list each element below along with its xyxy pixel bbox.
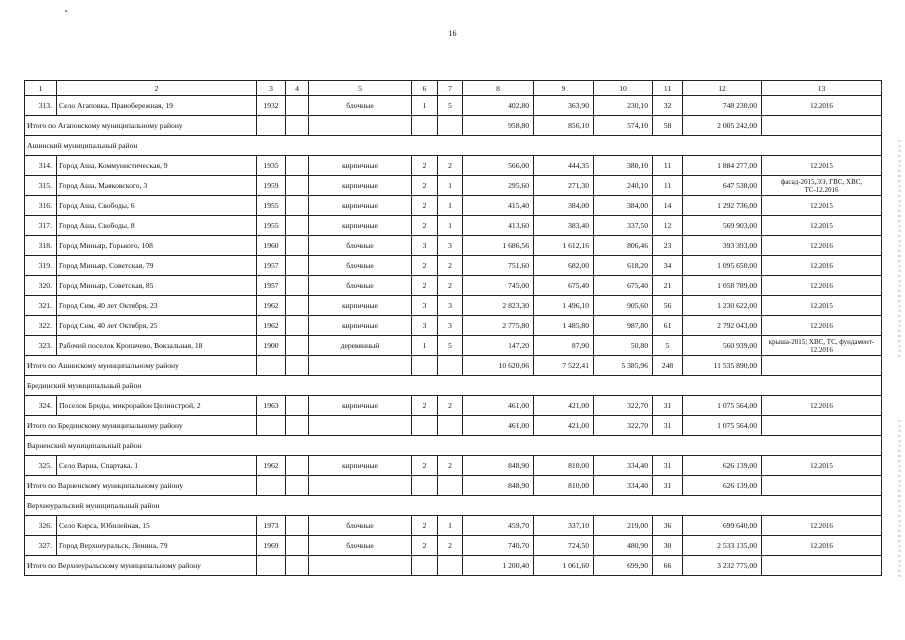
value-cell: 384,00 xyxy=(534,196,594,216)
floors-cell: 3 xyxy=(412,296,438,316)
total-residents: 248 xyxy=(653,356,683,376)
table-row xyxy=(25,456,882,476)
material-cell: кирпичные xyxy=(309,156,412,176)
entrances-cell: 3 xyxy=(438,236,463,256)
row-number: 322. xyxy=(25,316,57,336)
total-cost: 2 005 242,00 xyxy=(683,116,762,136)
cost-cell: 748 230,00 xyxy=(683,96,762,116)
total-residents: 31 xyxy=(653,476,683,496)
district-name: Брединский муниципальный район xyxy=(25,376,882,396)
district-section-row xyxy=(25,376,882,396)
residents-cell: 11 xyxy=(653,156,683,176)
material-cell: блочные xyxy=(309,536,412,556)
year-cell: 1957 xyxy=(257,256,286,276)
cost-cell: 626 139,00 xyxy=(683,456,762,476)
cost-cell: 2 792 043,00 xyxy=(683,316,762,336)
entrances-cell: 5 xyxy=(438,336,463,356)
total-value: 1 200,40 xyxy=(463,556,534,576)
material-cell: блочные xyxy=(309,236,412,256)
residents-cell: 32 xyxy=(653,96,683,116)
year-cell: 1959 xyxy=(257,176,286,196)
total-label: Итого по Брединскому муниципальному району xyxy=(25,416,257,436)
address-cell: Город Сим, 40 лет Октября, 23 xyxy=(57,296,257,316)
col4-cell xyxy=(286,516,309,536)
cost-cell: 699 640,00 xyxy=(683,516,762,536)
address-cell: Город Миньяр, Советская, 79 xyxy=(57,256,257,276)
value-cell: 2 775,80 xyxy=(463,316,534,336)
cost-cell: 647 538,00 xyxy=(683,176,762,196)
floors-cell: 2 xyxy=(412,156,438,176)
header-cell: 5 xyxy=(309,81,412,96)
residents-cell: 31 xyxy=(653,456,683,476)
page-number: 16 xyxy=(448,29,457,38)
floors-cell: 3 xyxy=(412,316,438,336)
material-cell: кирпичные xyxy=(309,316,412,336)
col4-cell xyxy=(286,456,309,476)
value-cell: 461,00 xyxy=(463,396,534,416)
scan-noise xyxy=(898,420,901,580)
year-cell: 1932 xyxy=(257,96,286,116)
header-cell: 12 xyxy=(683,81,762,96)
value-cell: 334,40 xyxy=(594,456,653,476)
residents-cell: 14 xyxy=(653,196,683,216)
address-cell: Село Агаповка, Правобережная, 19 xyxy=(57,96,257,116)
value-cell: 848,90 xyxy=(463,456,534,476)
total-residents: 58 xyxy=(653,116,683,136)
deadline-cell: 12.2015 xyxy=(762,216,882,236)
total-residents: 66 xyxy=(653,556,683,576)
row-number: 315. xyxy=(25,176,57,196)
entrances-cell: 1 xyxy=(438,196,463,216)
floors-cell: 3 xyxy=(412,236,438,256)
entrances-cell: 2 xyxy=(438,276,463,296)
table-row xyxy=(25,156,882,176)
district-section-row xyxy=(25,496,882,516)
value-cell: 322,70 xyxy=(594,396,653,416)
total-value: 461,00 xyxy=(463,416,534,436)
material-cell: кирпичные xyxy=(309,196,412,216)
total-value: 1 061,60 xyxy=(534,556,594,576)
total-value: 810,00 xyxy=(534,476,594,496)
residents-cell: 5 xyxy=(653,336,683,356)
scan-noise xyxy=(898,140,901,360)
col4-cell xyxy=(286,316,309,336)
entrances-cell: 3 xyxy=(438,296,463,316)
table-row xyxy=(25,276,882,296)
entrances-cell: 2 xyxy=(438,536,463,556)
total-value: 10 620,06 xyxy=(463,356,534,376)
total-value: 958,80 xyxy=(463,116,534,136)
row-number: 323. xyxy=(25,336,57,356)
value-cell: 566,00 xyxy=(463,156,534,176)
entrances-cell: 1 xyxy=(438,176,463,196)
row-number: 319. xyxy=(25,256,57,276)
value-cell: 337,50 xyxy=(594,216,653,236)
total-cost: 11 535 890,00 xyxy=(683,356,762,376)
district-total-row xyxy=(25,416,882,436)
header-cell: 8 xyxy=(463,81,534,96)
address-cell: Город Сим, 40 лет Октября, 25 xyxy=(57,316,257,336)
value-cell: 682,00 xyxy=(534,256,594,276)
value-cell: 1 496,10 xyxy=(534,296,594,316)
total-value: 574,10 xyxy=(594,116,653,136)
table-row xyxy=(25,176,882,196)
year-cell: 1962 xyxy=(257,316,286,336)
deadline-cell: 12.2016 xyxy=(762,316,882,336)
table-row xyxy=(25,196,882,216)
col4-cell xyxy=(286,296,309,316)
cost-cell: 1 230 622,00 xyxy=(683,296,762,316)
deadline-cell: крыша-2015; ХВС, ТС, фундамент- 12.2016 xyxy=(762,336,882,356)
deadline-cell: 12.2015 xyxy=(762,196,882,216)
deadline-cell: 12.2015 xyxy=(762,156,882,176)
col4-cell xyxy=(286,396,309,416)
deadline-cell: 12.2016 xyxy=(762,236,882,256)
district-total-row xyxy=(25,116,882,136)
col4-cell xyxy=(286,236,309,256)
col4-cell xyxy=(286,536,309,556)
row-number: 320. xyxy=(25,276,57,296)
col4-cell xyxy=(286,276,309,296)
table-row xyxy=(25,336,882,356)
residents-cell: 30 xyxy=(653,536,683,556)
material-cell: кирпичные xyxy=(309,216,412,236)
col4-cell xyxy=(286,336,309,356)
total-value: 334,40 xyxy=(594,476,653,496)
table-row xyxy=(25,216,882,236)
total-value: 856,10 xyxy=(534,116,594,136)
entrances-cell: 2 xyxy=(438,396,463,416)
material-cell: деревянный xyxy=(309,336,412,356)
header-cell: 9 xyxy=(534,81,594,96)
district-total-row xyxy=(25,476,882,496)
district-name: Варненский муниципальный район xyxy=(25,436,882,456)
address-cell: Поселок Бреды, микрорайон Целинстрой, 2 xyxy=(57,396,257,416)
total-value: 7 522,41 xyxy=(534,356,594,376)
cost-cell: 1 075 564,00 xyxy=(683,396,762,416)
total-value: 699,90 xyxy=(594,556,653,576)
header-cell: 6 xyxy=(412,81,438,96)
residents-cell: 61 xyxy=(653,316,683,336)
entrances-cell: 1 xyxy=(438,216,463,236)
year-cell: 1957 xyxy=(257,276,286,296)
value-cell: 230,10 xyxy=(594,96,653,116)
table-row xyxy=(25,396,882,416)
housing-repair-table xyxy=(24,80,882,576)
material-cell: кирпичные xyxy=(309,396,412,416)
header-cell: 11 xyxy=(653,81,683,96)
value-cell: 675,40 xyxy=(534,276,594,296)
year-cell: 1955 xyxy=(257,196,286,216)
year-cell: 1900 xyxy=(257,336,286,356)
row-number: 327. xyxy=(25,536,57,556)
header-cell: 4 xyxy=(286,81,309,96)
address-cell: Город Аша, Свободы, 8 xyxy=(57,216,257,236)
row-number: 326. xyxy=(25,516,57,536)
value-cell: 147,20 xyxy=(463,336,534,356)
floors-cell: 2 xyxy=(412,516,438,536)
address-cell: Город Миньяр, Горького, 108 xyxy=(57,236,257,256)
value-cell: 50,80 xyxy=(594,336,653,356)
total-value: 5 385,96 xyxy=(594,356,653,376)
scan-speck xyxy=(65,10,67,12)
year-cell: 1969 xyxy=(257,536,286,556)
value-cell: 295,60 xyxy=(463,176,534,196)
residents-cell: 31 xyxy=(653,396,683,416)
row-number: 318. xyxy=(25,236,57,256)
total-label: Итого по Варненскому муниципальному району xyxy=(25,476,257,496)
col4-cell xyxy=(286,156,309,176)
value-cell: 383,40 xyxy=(534,216,594,236)
value-cell: 2 823,30 xyxy=(463,296,534,316)
row-number: 321. xyxy=(25,296,57,316)
row-number: 324. xyxy=(25,396,57,416)
district-total-row xyxy=(25,556,882,576)
table-row xyxy=(25,256,882,276)
table-row xyxy=(25,316,882,336)
address-cell: Рабочий поселок Кропачево, Вокзальная, 18 xyxy=(57,336,257,356)
total-value: 322,70 xyxy=(594,416,653,436)
total-value: 421,00 xyxy=(534,416,594,436)
col4-cell xyxy=(286,96,309,116)
floors-cell: 2 xyxy=(412,396,438,416)
entrances-cell: 1 xyxy=(438,516,463,536)
value-cell: 1 485,80 xyxy=(534,316,594,336)
header-cell: 1 xyxy=(25,81,57,96)
deadline-cell: 12.2016 xyxy=(762,536,882,556)
deadline-cell: 12.2016 xyxy=(762,96,882,116)
deadline-cell: 12.2016 xyxy=(762,276,882,296)
total-label: Итого по Ашинскому муниципальному району xyxy=(25,356,257,376)
floors-cell: 2 xyxy=(412,456,438,476)
row-number: 316. xyxy=(25,196,57,216)
residents-cell: 23 xyxy=(653,236,683,256)
row-number: 313. xyxy=(25,96,57,116)
deadline-cell: 12.2015 xyxy=(762,456,882,476)
district-section-row xyxy=(25,436,882,456)
address-cell: Село Кирса, Юбилейная, 15 xyxy=(57,516,257,536)
year-cell: 1960 xyxy=(257,236,286,256)
table-row xyxy=(25,96,882,116)
value-cell: 380,10 xyxy=(594,156,653,176)
col4-cell xyxy=(286,176,309,196)
value-cell: 905,60 xyxy=(594,296,653,316)
residents-cell: 34 xyxy=(653,256,683,276)
table-row xyxy=(25,516,882,536)
floors-cell: 2 xyxy=(412,176,438,196)
cost-cell: 1 058 789,00 xyxy=(683,276,762,296)
value-cell: 444,35 xyxy=(534,156,594,176)
value-cell: 745,00 xyxy=(463,276,534,296)
cost-cell: 1 292 736,00 xyxy=(683,196,762,216)
residents-cell: 11 xyxy=(653,176,683,196)
cost-cell: 560 939,00 xyxy=(683,336,762,356)
value-cell: 987,80 xyxy=(594,316,653,336)
address-cell: Город Аша, Маяковского, 3 xyxy=(57,176,257,196)
floors-cell: 2 xyxy=(412,196,438,216)
value-cell: 618,20 xyxy=(594,256,653,276)
material-cell: блочные xyxy=(309,276,412,296)
district-name: Верхнеуральский муниципальный район xyxy=(25,496,882,516)
row-number: 325. xyxy=(25,456,57,476)
material-cell: кирпичные xyxy=(309,456,412,476)
floors-cell: 1 xyxy=(412,96,438,116)
col4-cell xyxy=(286,256,309,276)
total-cost: 626 139,00 xyxy=(683,476,762,496)
address-cell: Город Верхнеуральск, Ленина, 79 xyxy=(57,536,257,556)
year-cell: 1973 xyxy=(257,516,286,536)
floors-cell: 2 xyxy=(412,256,438,276)
cost-cell: 393 393,00 xyxy=(683,236,762,256)
floors-cell: 2 xyxy=(412,216,438,236)
value-cell: 363,90 xyxy=(534,96,594,116)
cost-cell: 569 903,00 xyxy=(683,216,762,236)
total-residents: 31 xyxy=(653,416,683,436)
total-cost: 1 075 564,00 xyxy=(683,416,762,436)
value-cell: 1 686,56 xyxy=(463,236,534,256)
value-cell: 675,40 xyxy=(594,276,653,296)
deadline-cell: 12.2016 xyxy=(762,396,882,416)
entrances-cell: 2 xyxy=(438,256,463,276)
address-cell: Город Миньяр, Советская, 85 xyxy=(57,276,257,296)
value-cell: 724,50 xyxy=(534,536,594,556)
value-cell: 271,30 xyxy=(534,176,594,196)
address-cell: Город Аша, Свободы, 6 xyxy=(57,196,257,216)
total-value: 848,90 xyxy=(463,476,534,496)
year-cell: 1935 xyxy=(257,156,286,176)
entrances-cell: 2 xyxy=(438,456,463,476)
table-row xyxy=(25,536,882,556)
total-label: Итого по Верхнеуральскому муниципальному району xyxy=(25,556,257,576)
header-cell: 3 xyxy=(257,81,286,96)
entrances-cell: 2 xyxy=(438,156,463,176)
header-cell: 2 xyxy=(57,81,257,96)
entrances-cell: 3 xyxy=(438,316,463,336)
address-cell: Город Аша, Коммунистическая, 9 xyxy=(57,156,257,176)
deadline-cell: фасад-2015,ЭЭ, ГВС, ХВС, ТС-12.2016 xyxy=(762,176,882,196)
entrances-cell: 5 xyxy=(438,96,463,116)
material-cell: блочные xyxy=(309,516,412,536)
value-cell: 413,60 xyxy=(463,216,534,236)
material-cell: блочные xyxy=(309,256,412,276)
value-cell: 751,60 xyxy=(463,256,534,276)
row-number: 317. xyxy=(25,216,57,236)
value-cell: 219,00 xyxy=(594,516,653,536)
total-label: Итого по Агаповскому муниципальному району xyxy=(25,116,257,136)
material-cell: кирпичные xyxy=(309,296,412,316)
district-total-row xyxy=(25,356,882,376)
value-cell: 740,70 xyxy=(463,536,534,556)
floors-cell: 2 xyxy=(412,536,438,556)
value-cell: 810,00 xyxy=(534,456,594,476)
material-cell: блочные xyxy=(309,96,412,116)
total-cost: 3 232 775,00 xyxy=(683,556,762,576)
value-cell: 87,90 xyxy=(534,336,594,356)
value-cell: 459,70 xyxy=(463,516,534,536)
deadline-cell: 12.2016 xyxy=(762,516,882,536)
deadline-cell: 12.2016 xyxy=(762,256,882,276)
header-cell: 10 xyxy=(594,81,653,96)
header-cell: 13 xyxy=(762,81,882,96)
floors-cell: 2 xyxy=(412,276,438,296)
residents-cell: 56 xyxy=(653,296,683,316)
table-row xyxy=(25,296,882,316)
value-cell: 1 612,16 xyxy=(534,236,594,256)
residents-cell: 21 xyxy=(653,276,683,296)
value-cell: 806,46 xyxy=(594,236,653,256)
value-cell: 384,00 xyxy=(594,196,653,216)
value-cell: 402,80 xyxy=(463,96,534,116)
material-cell: кирпичные xyxy=(309,176,412,196)
deadline-cell: 12.2015 xyxy=(762,296,882,316)
floors-cell: 1 xyxy=(412,336,438,356)
year-cell: 1955 xyxy=(257,216,286,236)
year-cell: 1963 xyxy=(257,396,286,416)
cost-cell: 2 533 135,00 xyxy=(683,536,762,556)
column-number-header xyxy=(25,81,882,96)
year-cell: 1962 xyxy=(257,296,286,316)
row-number: 314. xyxy=(25,156,57,176)
residents-cell: 12 xyxy=(653,216,683,236)
col4-cell xyxy=(286,216,309,236)
year-cell: 1962 xyxy=(257,456,286,476)
col4-cell xyxy=(286,196,309,216)
value-cell: 337,10 xyxy=(534,516,594,536)
value-cell: 421,00 xyxy=(534,396,594,416)
cost-cell: 1 884 277,00 xyxy=(683,156,762,176)
address-cell: Село Варна, Спартака, 1 xyxy=(57,456,257,476)
residents-cell: 36 xyxy=(653,516,683,536)
value-cell: 415,40 xyxy=(463,196,534,216)
value-cell: 240,10 xyxy=(594,176,653,196)
district-section-row xyxy=(25,136,882,156)
header-cell: 7 xyxy=(438,81,463,96)
table-row xyxy=(25,236,882,256)
cost-cell: 1 095 650,00 xyxy=(683,256,762,276)
value-cell: 480,90 xyxy=(594,536,653,556)
district-name: Ашинский муниципальный район xyxy=(25,136,882,156)
